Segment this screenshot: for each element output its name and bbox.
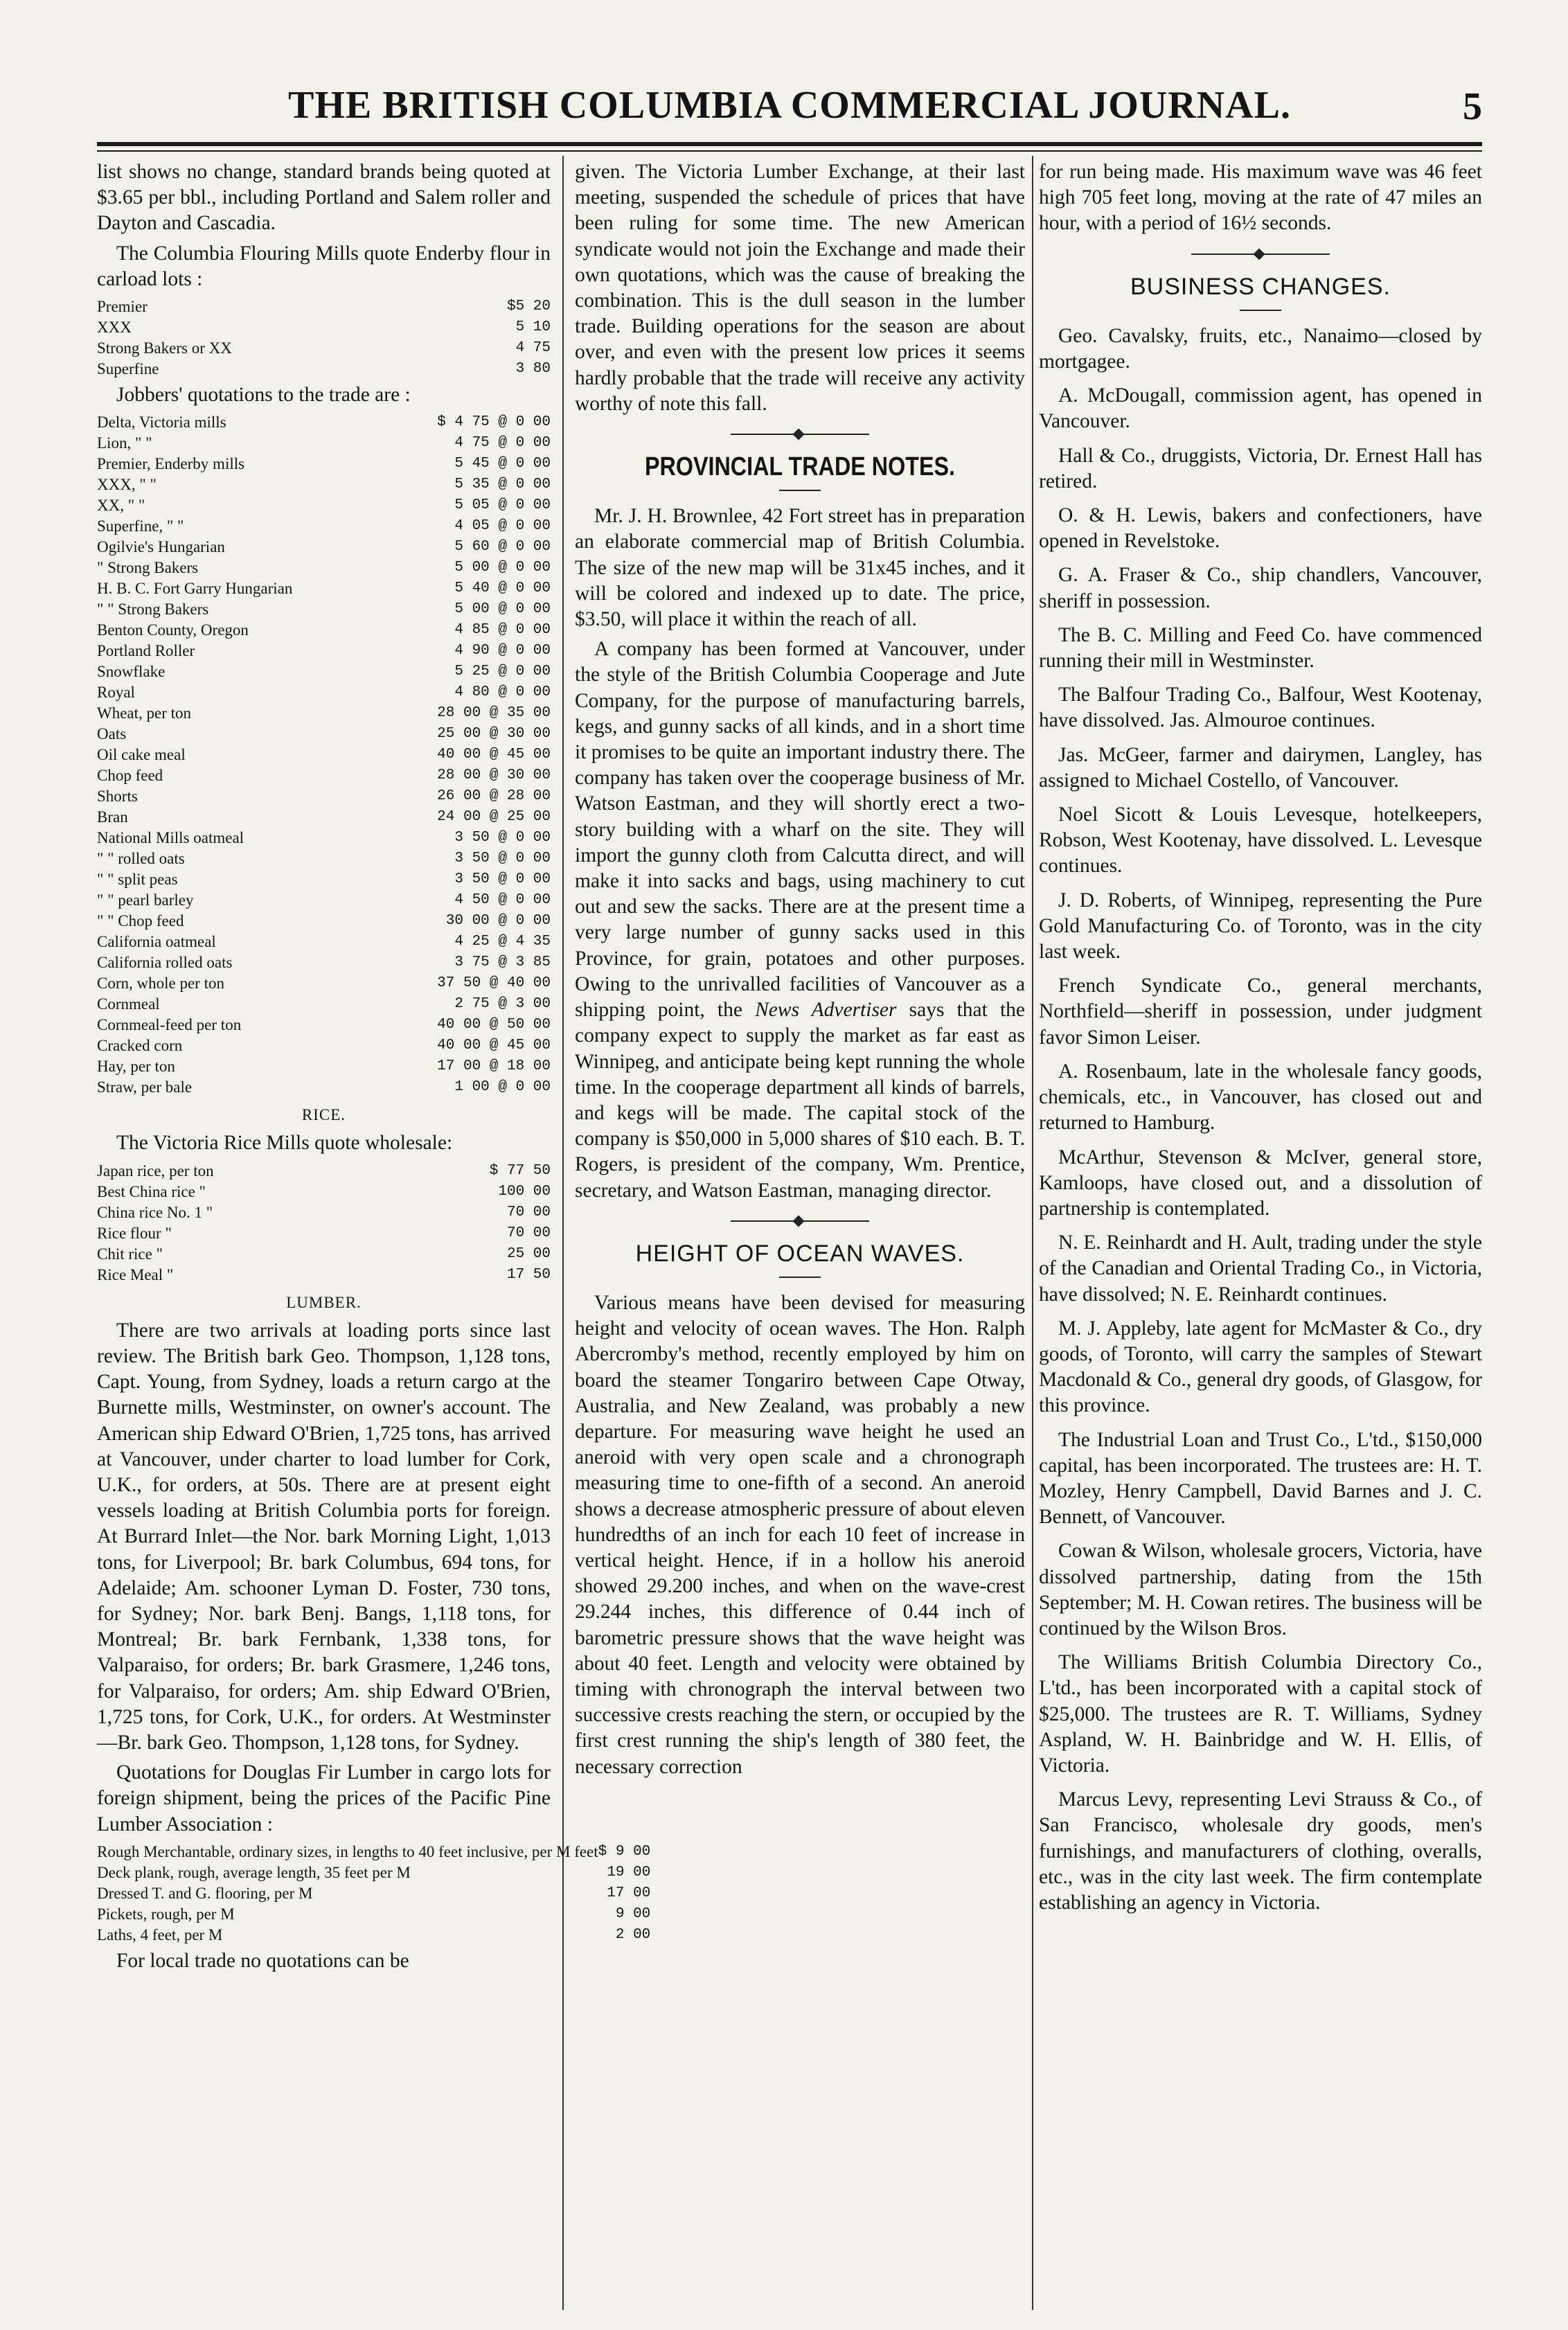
price-item-value: 28 00 @ 30 00 [437, 767, 551, 784]
price-item-value: 4 75 [515, 340, 551, 357]
price-row [97, 765, 551, 786]
price-item-value: 5 35 @ 0 00 [454, 477, 551, 493]
price-row [97, 1035, 551, 1056]
price-row [97, 661, 551, 682]
business-change-item: The B. C. Milling and Feed Co. have commenced running their mill in Westminster. [1039, 623, 1482, 673]
business-change-item: Cowan & Wilson, wholesale grocers, Victoria, have dissolved partnership, dating from the 15th September; M. H. Cowan retires. The business will be continued by the Wilson Bros. [1039, 1540, 1482, 1639]
price-item-value: 30 00 @ 0 00 [445, 913, 551, 930]
column-3 [1039, 159, 1482, 2306]
business-change-item: Hall & Co., druggists, Victoria, Dr. Ernest Hall has retired. [1039, 444, 1482, 492]
price-item-label: Ogilvie's Hungarian [97, 538, 225, 556]
price-item-value: 40 00 @ 45 00 [437, 747, 551, 763]
price-row [97, 412, 551, 433]
price-row [97, 1842, 650, 1862]
price-item-value: 4 75 @ 0 00 [454, 435, 551, 452]
price-row [97, 994, 551, 1015]
price-item-label: Cornmeal [97, 995, 160, 1013]
price-row [97, 828, 551, 848]
price-row [97, 1244, 551, 1265]
short-rule [779, 490, 821, 491]
price-row [97, 1925, 650, 1946]
price-row [97, 516, 551, 537]
fir-lumber-price-table [97, 1842, 650, 1946]
price-row [97, 620, 551, 641]
columbia-mills-intro: The Columbia Flouring Mills quote Enderby flour in carload lots : [97, 242, 551, 290]
flour-intro-text: list shows no change, standard brands being quoted at $3.65 per bbl., including Portland and Salem roller and Dayton and Cascadia. [97, 161, 551, 235]
price-row [97, 973, 551, 994]
price-row [97, 1015, 551, 1035]
column-divider [562, 156, 564, 2310]
price-item-label: National Mills oatmeal [97, 829, 244, 847]
column-1 [97, 159, 651, 2306]
business-change-item: The Industrial Loan and Trust Co., L'td., $150,000 capital, has been incorporated. The trustees are: H. T. Mozley, Henry Campbell, David Barnes and J. C. Bennett, of Vancouver. [1039, 1428, 1482, 1529]
ocean-waves-text: Various means have been devised for measuring height and velocity of ocean waves. The Hon. Ralph Abercromby's method, recently employed by him on board the steamer Tongariro between Cape Otway, Australia, and New Zealand, was probably a new departure. For measuring wave height he used an aneroid with very open scale and a chronograph measuring time to one-fifth of a second. An aneroid shows a decrease atmospheric pressure of about eleven hundredths of an inch for each 10 feet of increase in vertical height. Hence, if in a hollow his aneroid showed 29.200 inches, and when on the wave-crest 29.244 inches, this difference of 0.44 inch of barometric pressure shows that the wave height was about 40 feet. Length and velocity were obtained by timing with chronograph the interval between two successive crests reaching the stern, or occupied by the first crest running the ship's length of 380 feet, the necessary correction [575, 1291, 1025, 1778]
price-item-value: 4 50 @ 0 00 [454, 892, 551, 909]
price-item-label: Cornmeal-feed per ton [97, 1016, 242, 1034]
price-item-value: 3 75 @ 3 85 [454, 954, 551, 971]
price-item-value: 5 45 @ 0 00 [454, 456, 551, 472]
price-item-label: Rough Merchantable, ordinary sizes, in lengths to 40 feet inclusive, per M feet [97, 1842, 598, 1860]
business-change-item: McArthur, Stevenson & McIver, general store, Kamloops, have closed out, and a dissolution of partnership is contemplated. [1039, 1146, 1482, 1220]
price-item-label: Royal [97, 684, 135, 702]
price-item-label: Superfine [97, 360, 159, 378]
business-change-item: The Balfour Trading Co., Balfour, West Kootenay, have dissolved. Jas. Almouroe continues. [1039, 684, 1482, 732]
price-item-value: 4 05 @ 0 00 [454, 518, 551, 535]
price-item-label: Delta, Victoria mills [97, 413, 226, 432]
local-trade-text: For local trade no quotations can be [116, 1949, 409, 1972]
business-change-item: The Williams British Columbia Directory Co., L'td., has been incorporated with a capital stock of $25,000. The trustees are R. T. Williams, Sydney Aspland, W. H. Bainbridge and W. H. Ellis, of Victoria. [1039, 1651, 1482, 1777]
rice-intro: The Victoria Rice Mills quote wholesale: [116, 1132, 453, 1155]
business-change-item: Noel Sicott & Louis Levesque, hotelkeepers, Robson, West Kootenay, have dissolved. L. Levesque continues. [1039, 803, 1482, 878]
price-item-value: 5 00 @ 0 00 [454, 560, 551, 576]
short-rule [1240, 310, 1281, 311]
price-item-label: Strong Bakers or XX [97, 339, 232, 357]
price-item-label: Chit rice " [97, 1245, 163, 1263]
ornament-rule [1191, 249, 1330, 259]
rice-heading: RICE. [301, 1106, 346, 1124]
price-item-label: Cracked corn [97, 1037, 183, 1055]
price-row [97, 807, 551, 828]
cooperage-text-b: says that the company expect to supply the market as far east as Winnipeg, and anticipate being kept running the whole time. In the cooperage department all kinds of barrels, and kegs will be made. The capital stock of the company is $50,000 in 5,000 shares of $10 each. B. T. Rogers, is president of the company, Wm. Prentice, secretary, and Watson Eastman, managing director. [575, 999, 1026, 1202]
price-row [97, 786, 551, 807]
price-item-label: H. B. C. Fort Garry Hungarian [97, 580, 293, 598]
price-item-value: $ 9 00 [598, 1843, 651, 1860]
price-item-label: Oil cake meal [97, 746, 186, 764]
price-row [97, 890, 551, 911]
business-changes-heading: BUSINESS CHANGES. [1130, 273, 1391, 300]
flour-price-table [97, 296, 551, 380]
price-row [97, 1077, 551, 1098]
business-changes-list [1039, 323, 1482, 1916]
price-row [97, 745, 551, 765]
price-row [97, 359, 551, 380]
price-item-value: $5 20 [506, 299, 551, 315]
price-row [97, 932, 551, 952]
price-item-value: 17 50 [506, 1266, 551, 1283]
price-item-label: Hay, per ton [97, 1058, 175, 1076]
price-item-label: Pickets, rough, per M [97, 1905, 235, 1923]
price-row [97, 296, 551, 317]
price-item-label: Benton County, Oregon [97, 621, 249, 639]
price-row [97, 1223, 551, 1244]
price-row [97, 952, 551, 973]
price-item-value: 2 00 [615, 1926, 651, 1943]
price-item-value: 2 75 @ 3 00 [454, 996, 551, 1013]
price-row [97, 558, 551, 578]
price-item-label: Rice flour " [97, 1224, 172, 1242]
ocean-waves-continued: for run being made. His maximum wave was 46 feet high 705 feet long, moving at the rate of 47 miles an hour, with a period of 16½ seconds. [1039, 161, 1482, 235]
price-row [97, 869, 551, 890]
price-row [97, 1202, 551, 1223]
price-item-label: XXX [97, 319, 132, 337]
price-row [97, 911, 551, 932]
business-change-item: A. McDougall, commission agent, has opened in Vancouver. [1039, 384, 1482, 433]
price-item-value: 24 00 @ 25 00 [437, 809, 551, 826]
business-change-item: M. J. Appleby, late agent for McMaster & Co., dry goods, of Toronto, will carry the samples of Stewart Macdonald & Co., general dry goods, of Glasgow, for this province. [1039, 1317, 1482, 1417]
price-row [97, 599, 551, 620]
price-item-value: 5 10 [515, 319, 551, 336]
business-change-item: N. E. Reinhardt and H. Ault, trading under the style of the Canadian and Oriental Trading Co., in Victoria, have dissolved; N. E. Reinhardt continues. [1039, 1231, 1482, 1306]
rice-price-table [97, 1161, 551, 1286]
price-item-label: Premier, Enderby mills [97, 455, 245, 473]
price-item-label: Rice Meal " [97, 1265, 174, 1283]
price-item-label: " Strong Bakers [97, 559, 199, 577]
price-item-value: 1 00 @ 0 00 [454, 1079, 551, 1096]
lumber-heading: LUMBER. [286, 1293, 362, 1311]
price-item-value: 3 50 @ 0 00 [454, 851, 551, 867]
price-item-label: Corn, whole per ton [97, 975, 224, 993]
price-item-value: 37 50 @ 40 00 [437, 975, 551, 992]
price-item-value: 40 00 @ 45 00 [437, 1038, 551, 1054]
price-row [97, 537, 551, 558]
provincial-trade-notes-heading: PROVINCIAL TRADE NOTES. [644, 452, 956, 482]
business-change-item: J. D. Roberts, of Winnipeg, representing the Pure Gold Manufacturing Co. of Toronto, was in the city last week. [1039, 889, 1482, 963]
price-item-value: 3 50 @ 0 00 [454, 830, 551, 846]
price-item-value: 25 00 @ 30 00 [437, 726, 551, 742]
price-item-value: 17 00 [607, 1885, 651, 1901]
price-row [97, 1161, 551, 1182]
price-row [97, 1862, 650, 1883]
price-item-label: XXX, " " [97, 476, 157, 494]
price-item-label: Best China rice " [97, 1182, 206, 1200]
price-row [97, 682, 551, 703]
news-advertiser-name: News Advertiser [755, 999, 897, 1022]
business-change-item: O. & H. Lewis, bakers and confectioners, have opened in Revelstoke. [1039, 504, 1482, 553]
price-row [97, 578, 551, 599]
price-row [97, 495, 551, 516]
price-item-value: 5 05 @ 0 00 [454, 497, 551, 514]
price-item-label: Portland Roller [97, 642, 195, 660]
business-change-item: G. A. Fraser & Co., ship chandlers, Vancouver, sheriff in possession. [1039, 564, 1482, 612]
price-item-value: 40 00 @ 50 00 [437, 1017, 551, 1033]
price-row [97, 641, 551, 661]
price-item-label: Straw, per bale [97, 1078, 193, 1096]
price-item-label: Snowflake [97, 663, 166, 681]
price-item-label: Superfine, " " [97, 517, 184, 535]
lumber-report: There are two arrivals at loading ports since last review. The British bark Geo. Thompson, 1,128 tons, Capt. Young, from Sydney, loads a return cargo at the Burnette mills, Westminster, on owner's account. The American ship Edward O'Brien, 1,725 tons, has arrived at Vancouver, under charter to load lumber for Cork, U.K., for orders, at 50s. There are at present eight vessels loading at British Columbia ports for foreign. At Burrard Inlet—the Nor. bark Morning Light, 1,013 tons, for Liverpool; Br. bark Columbus, 694 tons, for Adelaide; Am. schooner Lyman D. Foster, 730 tons, for Sydney; Nor. bark Benj. Bangs, 1,118 tons, for Montreal; Br. bark Fernbank, 1,338 tons, for Valparaiso, for orders; Br. bark Grasmere, 1,246 tons, for Valparaiso, for orders; Am. ship Edward O'Brien, 1,725 tons, for Cork, U.K., for orders. At Westminster—Br. bark Geo. Thompson, 1,128 tons, for Sydney. [97, 1319, 551, 1754]
price-item-label: " " split peas [97, 871, 178, 889]
price-item-label: Chop feed [97, 767, 163, 785]
business-change-item: Marcus Levy, representing Levi Strauss & Co., of San Francisco, wholesale dry goods, men's furnishings, and manufacturers of clothing, overalls, etc., was in the city last week. The firm contemplate establishing an agency in Victoria. [1039, 1788, 1482, 1914]
jobbers-intro: Jobbers' quotations to the trade are : [116, 384, 411, 407]
business-change-item: A. Rosenbaum, late in the wholesale fancy goods, chemicals, etc., in Vancouver, has closed out and returned to Hamburg. [1039, 1060, 1482, 1135]
price-row [97, 433, 551, 454]
price-item-value: $ 77 50 [489, 1162, 551, 1179]
business-change-item: French Syndicate Co., general merchants, Northfield—sheriff in possession, under judgment favor Simon Leiser. [1039, 975, 1482, 1049]
lumber-exchange-text: given. The Victoria Lumber Exchange, at their last meeting, suspended the schedule of prices that have been ruling for some time. The new American syndicate would not join the Exchange and made their own quotations, which was the cause of breaking the combination. This is the dull season in the lumber trade. Building operations for the season are about over, and even with the present low prices it seems hardly probable that the trade will receive any activity worthy of note this fall. [575, 161, 1025, 415]
price-item-value: 5 00 @ 0 00 [454, 601, 551, 618]
price-row [97, 454, 551, 474]
price-item-value: 4 80 @ 0 00 [454, 684, 551, 701]
price-item-label: Oats [97, 725, 127, 743]
price-item-value: 5 60 @ 0 00 [454, 539, 551, 555]
price-row [97, 703, 551, 724]
price-item-value: 4 90 @ 0 00 [454, 643, 551, 659]
fir-lumber-intro: Quotations for Douglas Fir Lumber in cargo lots for foreign shipment, being the prices of the Pacific Pine Lumber Association : [97, 1761, 551, 1835]
price-item-value: 3 80 [515, 361, 551, 377]
brownlee-map-note: Mr. J. H. Brownlee, 42 Fort street has in preparation an elaborate commercial map of British Columbia. The size of the new map will be 31x45 inches, and it will be colored and indexed up to date. The price, $3.50, will place it within the reach of all. [575, 505, 1025, 631]
price-item-label: Wheat, per ton [97, 704, 192, 722]
jobbers-price-table [97, 412, 551, 1098]
price-row [97, 1182, 551, 1202]
price-item-value: 4 85 @ 0 00 [454, 622, 551, 639]
business-change-item: Geo. Cavalsky, fruits, etc., Nanaimo—closed by mortgagee. [1039, 324, 1482, 373]
page-header [97, 78, 1482, 140]
column-2 [575, 159, 1025, 2306]
price-row [97, 317, 551, 338]
price-item-label: Laths, 4 feet, per M [97, 1926, 223, 1944]
price-item-label: Lion, " " [97, 434, 152, 452]
ocean-waves-heading: HEIGHT OF OCEAN WAVES. [635, 1240, 965, 1267]
price-row [97, 1904, 650, 1925]
price-item-value: 26 00 @ 28 00 [437, 788, 551, 805]
short-rule [779, 1277, 821, 1278]
header-rule [97, 142, 1482, 152]
price-item-value: $ 4 75 @ 0 00 [437, 414, 551, 431]
price-item-label: China rice No. 1 " [97, 1203, 213, 1221]
price-item-value: 70 00 [506, 1204, 551, 1220]
page-number: 5 [1463, 85, 1482, 128]
price-item-label: XX, " " [97, 497, 145, 515]
journal-title: THE BRITISH COLUMBIA COMMERCIAL JOURNAL. [288, 84, 1291, 127]
price-item-label: Deck plank, rough, average length, 35 feet per M [97, 1863, 411, 1881]
price-item-value: 4 25 @ 4 35 [454, 934, 551, 950]
price-item-label: " " Chop feed [97, 912, 184, 930]
cooperage-text-a: A company has been formed at Vancouver, under the style of the British Columbia Cooperage and Jute Company, for the purpose of manufacturing barrels, kegs, and gunny sacks of all kinds, and in a short time it promises to be quite an important industry there. The company has taken over the cooperage business of Mr. Watson Eastman, and they will shortly erect a two-story building with a wharf on the site. They will import the gunny cloth from Calcutta direct, and will make it into sacks and bags, using machinery to cut out and sew the sacks. There are at the present time a very large number of gunny sacks used in this Province, for grain, potatoes and other purposes. Owing to the unrivalled facilities of Vancouver as a shipping point, the [575, 638, 1025, 1022]
price-item-label: Dressed T. and G. flooring, per M [97, 1884, 313, 1902]
price-row [97, 1056, 551, 1077]
price-item-label: Premier [97, 298, 148, 316]
price-row [97, 474, 551, 495]
price-item-value: 70 00 [506, 1225, 551, 1241]
price-item-value: 25 00 [506, 1245, 551, 1262]
column-divider [1032, 156, 1033, 2310]
price-item-value: 3 50 @ 0 00 [454, 871, 551, 888]
price-row [97, 338, 551, 359]
price-item-label: " " rolled oats [97, 850, 185, 868]
ornament-rule [731, 1216, 869, 1226]
cooperage-company-note [575, 637, 1025, 1203]
price-item-value: 28 00 @ 35 00 [437, 705, 551, 722]
price-row [97, 848, 551, 869]
price-item-value: 19 00 [607, 1864, 651, 1880]
price-item-label: Japan rice, per ton [97, 1162, 214, 1180]
price-item-value: 5 40 @ 0 00 [454, 580, 551, 597]
price-item-label: Shorts [97, 788, 138, 806]
price-row [97, 1883, 650, 1904]
price-item-value: 9 00 [615, 1905, 651, 1922]
price-item-value: 100 00 [498, 1183, 551, 1200]
business-change-item: Jas. McGeer, farmer and dairymen, Langley, has assigned to Michael Costello, of Vancouver. [1039, 743, 1482, 792]
price-row [97, 1265, 551, 1286]
price-item-value: 5 25 @ 0 00 [454, 664, 551, 680]
price-row [97, 724, 551, 745]
price-item-label: California oatmeal [97, 933, 216, 951]
price-item-label: California rolled oats [97, 954, 233, 972]
price-item-label: " " Strong Bakers [97, 601, 209, 619]
price-item-value: 17 00 @ 18 00 [437, 1058, 551, 1075]
ornament-rule [731, 429, 869, 439]
price-item-label: " " pearl barley [97, 891, 194, 909]
price-item-label: Bran [97, 808, 128, 826]
